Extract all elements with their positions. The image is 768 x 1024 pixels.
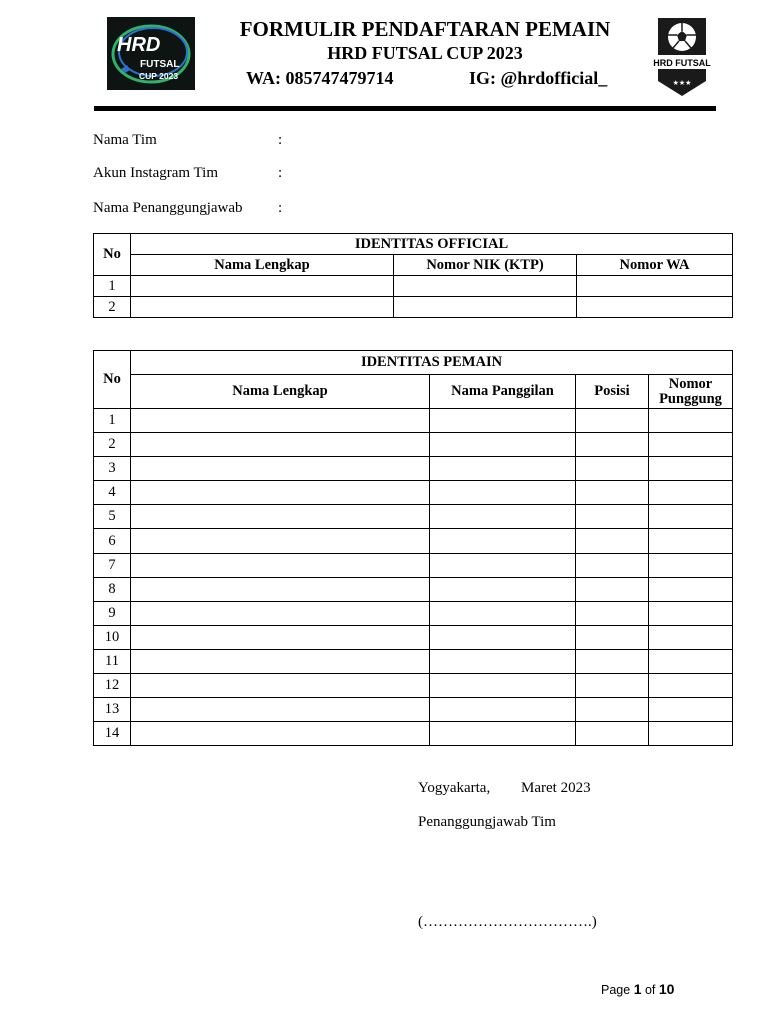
table-row — [94, 553, 733, 577]
blank-entry-cell[interactable] — [131, 601, 430, 625]
row-number: 10 — [94, 625, 131, 649]
field-label-person-in-charge: Nama Penanggungjawab — [93, 200, 243, 216]
table-row — [94, 577, 733, 601]
instagram-contact: IG: @hrdofficial_ — [469, 68, 608, 88]
blank-entry-cell[interactable] — [649, 433, 733, 457]
blank-entry-cell[interactable] — [649, 409, 733, 433]
table-title-players: IDENTITAS PEMAIN — [131, 351, 733, 375]
blank-entry-cell[interactable] — [430, 433, 576, 457]
column-header-jersey-number: Nomor Punggung — [649, 375, 733, 409]
blank-entry-cell[interactable] — [576, 529, 649, 553]
blank-entry-cell[interactable] — [430, 698, 576, 722]
blank-entry-cell[interactable] — [430, 553, 576, 577]
blank-entry-cell[interactable] — [649, 601, 733, 625]
table-row — [94, 722, 733, 746]
blank-entry-cell[interactable] — [649, 649, 733, 673]
page-number — [601, 981, 674, 997]
blank-entry-cell[interactable] — [131, 553, 430, 577]
blank-entry-cell[interactable] — [131, 625, 430, 649]
blank-entry-cell[interactable] — [649, 625, 733, 649]
whatsapp-contact: WA: 085747479714 — [246, 68, 394, 88]
signature-blank-line: (…………………………….) — [418, 914, 597, 930]
row-number: 3 — [94, 457, 131, 481]
row-number: 1 — [94, 276, 131, 297]
blank-entry-cell[interactable] — [131, 481, 430, 505]
blank-entry-cell[interactable] — [649, 529, 733, 553]
blank-entry-cell[interactable] — [131, 457, 430, 481]
svg-text:★★★: ★★★ — [672, 79, 692, 87]
signature-role: Penanggungjawab Tim — [418, 814, 556, 830]
field-colon: : — [278, 165, 283, 181]
table-row — [94, 674, 733, 698]
field-label-team-name: Nama Tim — [93, 132, 157, 148]
blank-entry-cell[interactable] — [576, 601, 649, 625]
hrd-futsal-shield-logo — [653, 17, 711, 97]
row-number: 2 — [94, 297, 131, 318]
blank-entry-cell[interactable] — [649, 698, 733, 722]
logo-text-futsal: FUTSAL — [140, 59, 180, 70]
blank-entry-cell[interactable] — [576, 722, 649, 746]
row-number: 11 — [94, 649, 131, 673]
blank-entry-cell[interactable] — [430, 577, 576, 601]
blank-entry-cell[interactable] — [131, 505, 430, 529]
event-subtitle: HRD FUTSAL CUP 2023 — [327, 43, 523, 63]
row-number: 4 — [94, 481, 131, 505]
table-row — [94, 601, 733, 625]
blank-entry-cell[interactable] — [576, 577, 649, 601]
blank-entry-cell[interactable] — [576, 457, 649, 481]
blank-entry-cell[interactable] — [131, 433, 430, 457]
blank-entry-cell[interactable] — [430, 722, 576, 746]
logo-text-cup: CUP 2023 — [139, 71, 179, 81]
player-identity-table — [93, 350, 733, 746]
table-row — [94, 625, 733, 649]
blank-entry-cell[interactable] — [430, 529, 576, 553]
table-header-no: No — [94, 351, 131, 409]
page-current: 1 — [633, 981, 642, 997]
row-number: 1 — [94, 409, 131, 433]
blank-entry-cell[interactable] — [577, 297, 733, 318]
table-row — [94, 529, 733, 553]
shield-logo-text: HRD FUTSAL — [653, 58, 711, 68]
field-colon: : — [278, 132, 283, 148]
table-title-official: IDENTITAS OFFICIAL — [131, 234, 733, 255]
row-number: 2 — [94, 433, 131, 457]
logo-text-hrd: HRD — [117, 34, 161, 56]
table-header-no: No — [94, 234, 131, 276]
table-row — [94, 409, 733, 433]
column-header-nik: Nomor NIK (KTP) — [394, 255, 577, 276]
column-header-wa: Nomor WA — [577, 255, 733, 276]
column-header-position: Posisi — [576, 375, 649, 409]
column-header-full-name: Nama Lengkap — [131, 375, 430, 409]
table-row — [94, 505, 733, 529]
blank-entry-cell[interactable] — [131, 529, 430, 553]
blank-entry-cell[interactable] — [649, 481, 733, 505]
blank-entry-cell[interactable] — [577, 276, 733, 297]
blank-entry-cell[interactable] — [576, 649, 649, 673]
signature-date: Maret 2023 — [521, 780, 591, 796]
blank-entry-cell[interactable] — [576, 409, 649, 433]
page-of-word: of — [644, 983, 656, 997]
blank-entry-cell[interactable] — [576, 698, 649, 722]
table-row — [94, 297, 733, 318]
row-number: 12 — [94, 674, 131, 698]
blank-entry-cell[interactable] — [430, 649, 576, 673]
blank-entry-cell[interactable] — [131, 722, 430, 746]
blank-entry-cell[interactable] — [131, 698, 430, 722]
field-colon: : — [278, 200, 283, 216]
blank-entry-cell[interactable] — [430, 505, 576, 529]
blank-entry-cell[interactable] — [649, 577, 733, 601]
blank-entry-cell[interactable] — [649, 674, 733, 698]
field-label-team-instagram: Akun Instagram Tim — [93, 165, 219, 181]
row-number: 5 — [94, 505, 131, 529]
table-row — [94, 481, 733, 505]
blank-entry-cell[interactable] — [131, 649, 430, 673]
blank-entry-cell[interactable] — [131, 297, 394, 318]
column-header-nickname: Nama Panggilan — [430, 375, 576, 409]
blank-entry-cell[interactable] — [430, 674, 576, 698]
blank-entry-cell[interactable] — [576, 433, 649, 457]
blank-entry-cell[interactable] — [576, 674, 649, 698]
blank-entry-cell[interactable] — [131, 276, 394, 297]
blank-entry-cell[interactable] — [649, 457, 733, 481]
row-number: 6 — [94, 529, 131, 553]
table-row — [94, 433, 733, 457]
blank-entry-cell[interactable] — [430, 601, 576, 625]
blank-entry-cell[interactable] — [576, 625, 649, 649]
signature-place: Yogyakarta, — [418, 780, 491, 796]
page-word: Page — [601, 983, 631, 997]
blank-entry-cell[interactable] — [430, 457, 576, 481]
column-header-full-name: Nama Lengkap — [131, 255, 394, 276]
form-title: FORMULIR PENDAFTARAN PEMAIN — [239, 17, 611, 41]
blank-entry-cell[interactable] — [649, 553, 733, 577]
table-row — [94, 649, 733, 673]
blank-entry-cell[interactable] — [430, 625, 576, 649]
row-number: 8 — [94, 577, 131, 601]
hrd-futsal-cup-logo — [107, 17, 195, 90]
blank-entry-cell[interactable] — [576, 481, 649, 505]
blank-entry-cell[interactable] — [430, 481, 576, 505]
row-number: 14 — [94, 722, 131, 746]
row-number: 9 — [94, 601, 131, 625]
blank-entry-cell[interactable] — [649, 505, 733, 529]
blank-entry-cell[interactable] — [576, 553, 649, 577]
header-divider — [94, 106, 716, 111]
blank-entry-cell[interactable] — [576, 505, 649, 529]
blank-entry-cell[interactable] — [430, 409, 576, 433]
row-number: 7 — [94, 553, 131, 577]
official-identity-table — [93, 233, 733, 318]
page-total: 10 — [658, 981, 675, 997]
table-row — [94, 698, 733, 722]
blank-entry-cell[interactable] — [394, 297, 577, 318]
table-row — [94, 276, 733, 297]
blank-entry-cell[interactable] — [131, 409, 430, 433]
blank-entry-cell[interactable] — [649, 722, 733, 746]
blank-entry-cell[interactable] — [131, 674, 430, 698]
table-row — [94, 457, 733, 481]
blank-entry-cell[interactable] — [131, 577, 430, 601]
blank-entry-cell[interactable] — [394, 276, 577, 297]
row-number: 13 — [94, 698, 131, 722]
